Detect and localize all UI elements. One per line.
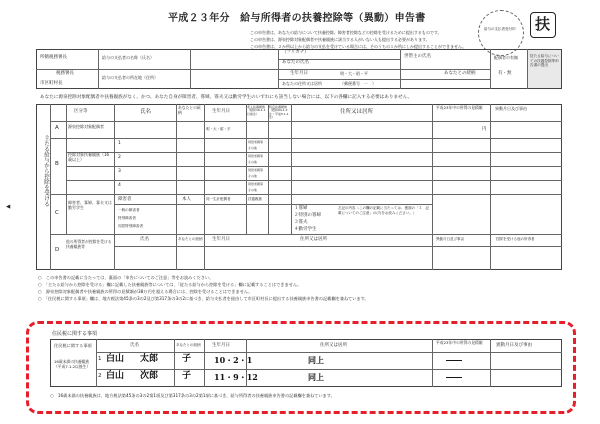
row-c-box-spouse: 同一生計配偶者 (206, 197, 231, 201)
row-c-cat-student: ４勤労学生 (294, 227, 317, 232)
city-label: 市区町村長 (40, 81, 63, 86)
spouse-label: 配偶者の有無 (494, 55, 518, 60)
row-c-box-dependents: 扶養親族 (248, 197, 262, 201)
note-1: ○ この申告書の記載に当たっては、裏面の「申告についてのご注意」等をお読みください。 (38, 275, 214, 280)
col-header-address: 住所又は居所 (340, 109, 374, 115)
payer-address-label: 給与の支払者の所在地（住所） (102, 75, 158, 80)
row-b-note-coresident-4: 同居老親等 (248, 182, 264, 186)
address-field[interactable] (338, 80, 488, 88)
row-b-note-other-3: その他 (248, 174, 258, 178)
row-c-special-disabled: 特別障害者 (118, 216, 136, 220)
rt-header-income: 平成23年中の所得の見積額 (436, 340, 483, 345)
row-b-num-4: 4 (118, 183, 121, 188)
d-header-birth: 生年月日 (212, 237, 230, 242)
rt-header-address: 住所又は居所 (320, 343, 347, 348)
row-b-label: 控除対象扶養親族（16歳以上） (68, 152, 110, 163)
furigana-label: （フリガナ） (282, 50, 309, 55)
d-header-relation: あなたとの続柄 (178, 237, 203, 241)
era-options: 明・大・昭・平 (340, 71, 368, 76)
rt-row2-given[interactable]: 次郎 (140, 371, 159, 381)
row-a-era: 明・大・昭・平 (206, 127, 231, 131)
rt-row2-birth[interactable]: 11・9・12 (214, 372, 258, 382)
row-c-general-disabled: 一般の障害者 (118, 208, 140, 212)
main-side-label: 主たる給与から控除を受ける (43, 135, 49, 207)
stamp-label: 給与の支払者受付印 (484, 27, 516, 31)
d-header-address: 住所又は居所 (300, 237, 327, 242)
page-title: 平成２３年分 給与所得者の扶養控除等（異動）申告書 (168, 13, 426, 24)
spouse-values[interactable]: 有・無 (498, 71, 512, 76)
rt-row1-address[interactable]: 同上 (308, 355, 324, 365)
row-d-mark: D (55, 247, 60, 253)
col-header-elderly: 老人扶養親族（昭和16.1.1以前生） (247, 105, 266, 116)
instruction-text: あなたに源泉控除対象配偶者や扶養親族がなく、かつ、あなた自身が障害者、寡婦、寡夫又は勤労学生のいずれにも該当しない場合には、以下の各欄に記入する必要はありません。 (40, 95, 413, 100)
rt-row2-relation[interactable]: 子 (182, 371, 192, 381)
row-a-name-field[interactable] (116, 123, 174, 136)
resident-side-label: 住民税に関する事項 (54, 343, 92, 348)
note-2: ○ 「主たる給与から控除を受ける」欄に記載した扶養親族等については、「従たる給与から控除を受ける」欄に記載することはできません。 (38, 282, 302, 287)
notice-line-1: この申告書は、あなたの給与について扶養控除、障害者控除などの控除を受けるために提出するものです。 (250, 30, 442, 35)
payer-name-label: 給与の支払者の名称（氏名） (102, 55, 154, 60)
note-4: ○ 「住民税に関する事項」欄は、地方税法第45条の3の2及び第317条の3の2に基づき、給与支払者を経由して市区町村長に提出する扶養親族申告書の記載欄を兼ねています。 (38, 296, 369, 301)
row-b-note-coresident-2: 同居老親等 (248, 154, 264, 158)
rt-header-change: 異動月日及び事由 (496, 343, 532, 348)
rt-header-name: 氏名 (130, 343, 139, 348)
rt-row2-surname[interactable]: 白山 (106, 371, 125, 381)
rt-row2-address[interactable]: 同上 (308, 372, 324, 382)
row-b-num-2: 2 (118, 155, 121, 160)
row-b-note-other-2: その他 (248, 160, 258, 164)
rt-row1-income-dash[interactable]: ―― (446, 355, 462, 365)
row-a-mark: A (55, 125, 59, 131)
row-c-box-self: 本人 (182, 197, 191, 202)
row-c-explain: 左記の内容（この欄の記載に当たっては、裏面の「３ 記載についてのご注意」の(7)をお読みください。） (338, 206, 429, 215)
row-c-box-disabled: 障害者 (118, 197, 132, 202)
col-header-category: 区分等 (74, 109, 88, 114)
col-header-birth: 生年月日 (212, 109, 230, 114)
notice-line-2: この申告書は、源泉控除対象配偶者や扶養親族に該当する人がいない人も提出する必要があります。 (250, 37, 430, 42)
birth-label: 生年月日 (290, 71, 308, 76)
rt-row1-birth[interactable]: 10・2・1 (214, 355, 253, 365)
row-c-label: 障害者、寡婦、寡夫又は勤労学生 (68, 200, 112, 211)
resident-tax-table (50, 339, 562, 387)
left-triangle-icon: ◀ (6, 204, 11, 210)
tax-office-label: 所轄税務署長 (40, 55, 67, 60)
postal-label: （郵便番号 － ） (340, 81, 376, 86)
row-c-cat-widow: １寡婦 (294, 206, 308, 211)
seal-character: 扶 (535, 15, 551, 33)
tax-office-suffix: 税務署長 (56, 71, 74, 76)
col-header-name: 氏名 (140, 109, 152, 115)
row-b-note-coresident-3: 同居老親等 (248, 168, 264, 172)
row-d-label: 他の所得者が控除を受ける扶養親族等 (66, 239, 112, 249)
rt-row1-no: 1 (98, 356, 102, 362)
col-header-income: 平成23年中の所得の見積額 (436, 105, 483, 110)
row-b-note-other-4: その他 (248, 188, 258, 192)
rt-row1-given[interactable]: 太郎 (140, 354, 159, 364)
under16-label: 16歳未満の扶養親族（平成7.1.2以後生） (54, 359, 91, 369)
relation-label: あなたとの続柄 (444, 71, 476, 76)
col-header-change: 異動月日及び事由 (495, 106, 527, 111)
row-b-note-coresident-1: 同居老親等 (248, 140, 264, 144)
d-header-other-earner: 控除を受ける他の所得者 (496, 237, 535, 241)
rt-row1-relation[interactable]: 子 (182, 354, 192, 364)
your-name-field[interactable] (330, 52, 398, 67)
row-b-note-other-1: その他 (248, 146, 258, 150)
col-header-relation: あなたとの続柄 (178, 105, 201, 115)
payer-name-field[interactable] (160, 51, 188, 67)
row-c-cat-special-widow: ２特別の寡婦 (294, 213, 321, 218)
row-b-num-3: 3 (118, 169, 121, 174)
secondary-submission-note: 従たる給与についての扶養控除等申告書の提出 (530, 54, 559, 68)
rt-header-relation: あなたとの続柄 (176, 343, 201, 347)
note-3: ○ 源泉控除対象配偶者や扶養親族の所得の見積額が38万円を超える場合には、控除を受けることはできません。 (38, 289, 253, 294)
payer-address-field[interactable] (160, 71, 188, 87)
resident-tax-title: 住民税に関する事項 (52, 331, 98, 337)
householder-field[interactable] (440, 51, 488, 67)
resident-footnote: ○ 16歳未満の扶養親族は、地方税法第45条の3の2第1項及び第317条の3の2第1項に基づき、給与所得者の扶養親族申告書の記載欄を兼ねています。 (50, 393, 335, 398)
row-a-label: 源泉控除対象配偶者 (68, 124, 104, 129)
address-label: あなたの住所又は居所 (282, 81, 322, 86)
rt-row2-no: 2 (98, 373, 102, 379)
rt-row2-income-dash[interactable]: ―― (446, 372, 462, 382)
row-b-mark: B (55, 161, 59, 167)
notice-line-3: この申告書は、２か所以上から給与の支払を受けている場合には、そのうちの１か所にしか提出することができません。 (250, 44, 467, 49)
rt-header-birth: 生年月日 (212, 343, 230, 348)
row-c-mark: C (55, 210, 59, 216)
row-c-cohabiting-special: 同居特別障害者 (118, 224, 144, 228)
your-name-label: あなたの氏名 (282, 60, 309, 65)
d-header-name: 氏名 (140, 237, 149, 242)
row-c-cat-widower: ３寡夫 (294, 220, 308, 225)
rt-row1-surname[interactable]: 白山 (106, 354, 125, 364)
row-b-num-1: 1 (118, 141, 121, 146)
d-header-change: 異動月日及び事由 (436, 237, 464, 241)
row-a-amount-unit: 円 (482, 127, 487, 132)
col-header-specific: 特定扶養親族（昭和64.1.2生〜平成5.1.1生） (269, 105, 289, 120)
householder-label: 世帯主の氏名 (404, 54, 431, 59)
